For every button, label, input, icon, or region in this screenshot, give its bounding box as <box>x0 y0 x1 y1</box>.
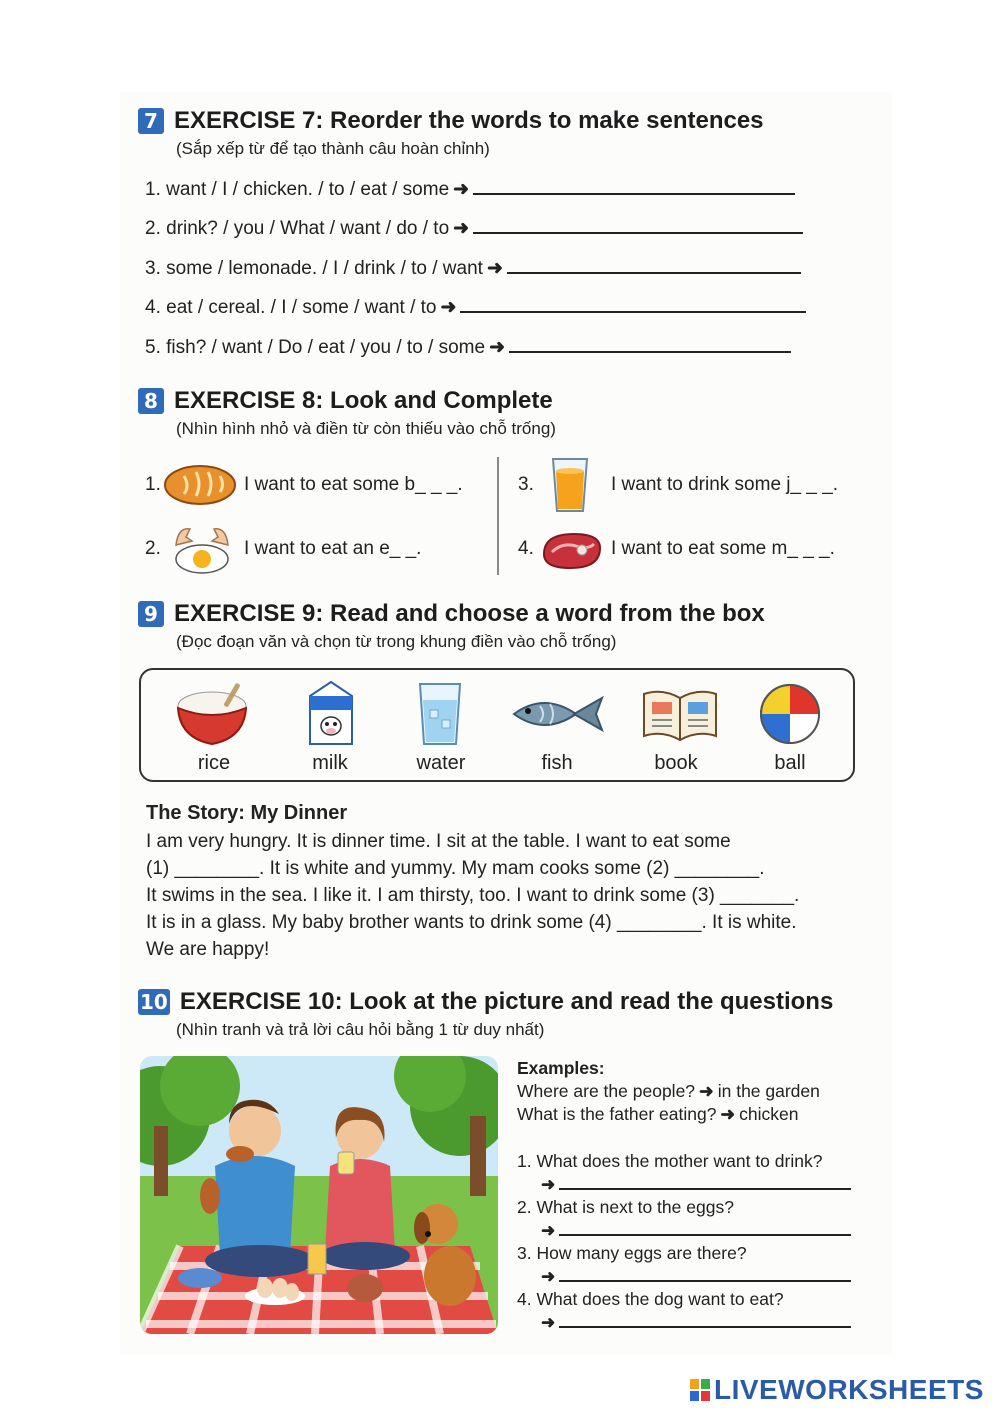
arrow-right-icon: ➜ <box>541 1175 556 1194</box>
arrow-right-icon: ➜ <box>699 1081 714 1101</box>
reorder-words: 3. some / lemonade. / I / drink / to / want <box>145 258 483 279</box>
exercise-title: EXERCISE 7: Reorder the words to make sentences <box>174 107 764 134</box>
exercise-subtitle: (Sắp xếp từ để tạo thành câu hoàn chỉnh) <box>176 139 490 158</box>
story-title: The Story: My Dinner <box>146 802 348 824</box>
story-line: We are happy! <box>146 939 270 960</box>
complete-sentence: I want to eat an e_ _. <box>244 538 422 559</box>
arrow-right-icon: ➜ <box>453 218 470 239</box>
reorder-item <box>145 336 791 359</box>
item-number: 4. <box>518 538 534 559</box>
exercise-9-header <box>138 600 765 628</box>
juice-icon <box>549 455 591 515</box>
answer-line <box>537 1266 851 1287</box>
word-option: water <box>416 752 466 774</box>
arrow-right-icon: ➜ <box>440 297 457 318</box>
logo-grid-icon <box>690 1379 710 1401</box>
answer-blank[interactable] <box>559 1220 851 1236</box>
word-option: book <box>654 752 698 774</box>
reorder-words: 5. fish? / want / Do / eat / you / to / some <box>145 337 486 358</box>
word-option: rice <box>197 752 231 774</box>
fish-icon <box>510 690 606 738</box>
exercise-title: EXERCISE 10: Look at the picture and read the questions <box>179 988 834 1015</box>
example-answer: in the garden <box>717 1081 820 1101</box>
exercise-number-badge: 10 <box>140 990 168 1014</box>
arrow-right-icon: ➜ <box>541 1267 556 1286</box>
exercise-number-badge: 7 <box>138 108 164 134</box>
picture-question: 2. What is next to the eggs? <box>517 1197 734 1217</box>
exercise-subtitle: (Nhìn tranh và trả lời câu hỏi bằng 1 từ duy nhất) <box>176 1020 545 1039</box>
reorder-words: 2. drink? / you / What / want / do / to <box>145 218 450 239</box>
exercise-subtitle: (Đọc đoạn văn và chọn từ trong khung điền vào chỗ trống) <box>176 632 617 651</box>
answer-blank[interactable] <box>559 1266 851 1282</box>
example-line <box>517 1104 798 1125</box>
bread-icon <box>162 460 238 508</box>
book-icon <box>640 684 720 744</box>
exercise-10-header <box>138 988 833 1016</box>
answer-blank[interactable] <box>473 218 803 234</box>
exercise-7-header <box>138 107 764 135</box>
answer-blank[interactable] <box>460 297 806 313</box>
reorder-words: 1. want / I / chicken. / to / eat / some <box>145 179 450 200</box>
exercise-number-badge: 8 <box>138 388 164 414</box>
arrow-right-icon: ➜ <box>486 258 503 279</box>
rice-icon <box>172 678 258 750</box>
brand-name: LIVEWORKSHEETS <box>714 1374 984 1405</box>
reorder-item <box>145 296 806 319</box>
word-option: milk <box>312 752 348 774</box>
ball-icon <box>758 682 822 746</box>
exercise-title: EXERCISE 8: Look and Complete <box>174 387 553 414</box>
story-line: It is in a glass. My baby brother wants to drink some (4) ________. It is white. <box>146 912 797 933</box>
arrow-right-icon: ➜ <box>541 1221 556 1240</box>
answer-blank[interactable] <box>559 1312 851 1328</box>
answer-blank[interactable] <box>559 1174 851 1190</box>
exercise-8-header <box>138 387 553 415</box>
answer-line <box>537 1220 851 1241</box>
story-line: I am very hungry. It is dinner time. I sit at the table. I want to eat some <box>146 831 731 852</box>
answer-blank[interactable] <box>507 258 801 274</box>
arrow-right-icon: ➜ <box>453 179 470 200</box>
story-line: It swims in the sea. I like it. I am thirsty, too. I want to drink some (3) _______. <box>146 885 800 906</box>
example-line <box>517 1081 820 1102</box>
word-option: fish <box>541 752 573 774</box>
meat-icon <box>538 528 604 572</box>
reorder-item <box>145 178 795 201</box>
item-number: 3. <box>518 474 534 495</box>
exercise-subtitle: (Nhìn hình nhỏ và điền từ còn thiếu vào chỗ trống) <box>176 419 556 438</box>
story-line: (1) ________. It is white and yummy. My mam cooks some (2) ________. <box>146 858 765 879</box>
complete-sentence: I want to eat some m_ _ _. <box>611 538 835 559</box>
exercise-number-badge: 9 <box>138 601 164 627</box>
example-question: Where are the people? <box>517 1081 696 1101</box>
egg-icon <box>168 523 234 577</box>
item-number: 1. <box>145 474 161 495</box>
answer-line <box>537 1312 851 1333</box>
column-divider <box>497 457 499 575</box>
milk-icon <box>304 678 358 748</box>
arrow-right-icon: ➜ <box>489 337 505 358</box>
reorder-item <box>145 217 803 240</box>
water-icon <box>416 680 464 748</box>
item-number: 2. <box>145 538 161 559</box>
reorder-item <box>145 257 801 280</box>
complete-sentence: I want to drink some j_ _ _. <box>611 474 839 495</box>
example-answer: chicken <box>739 1104 799 1124</box>
examples-label: Examples: <box>517 1058 605 1078</box>
answer-blank[interactable] <box>509 337 791 353</box>
exercise-title: EXERCISE 9: Read and choose a word from the box <box>174 600 765 627</box>
picture-question: 1. What does the mother want to drink? <box>517 1151 823 1171</box>
arrow-right-icon: ➜ <box>720 1104 736 1124</box>
arrow-right-icon: ➜ <box>541 1313 556 1332</box>
answer-blank[interactable] <box>473 179 795 195</box>
word-option: ball <box>774 752 806 774</box>
example-question: What is the father eating? <box>517 1104 717 1124</box>
complete-sentence: I want to eat some b_ _ _. <box>244 474 463 495</box>
picnic-picture <box>140 1056 498 1334</box>
answer-line <box>537 1174 851 1195</box>
reorder-words: 4. eat / cereal. / I / some / want / to <box>145 297 437 318</box>
picture-question: 4. What does the dog want to eat? <box>517 1289 784 1309</box>
picture-question: 3. How many eggs are there? <box>517 1243 747 1263</box>
liveworksheets-logo[interactable] <box>690 1374 984 1406</box>
